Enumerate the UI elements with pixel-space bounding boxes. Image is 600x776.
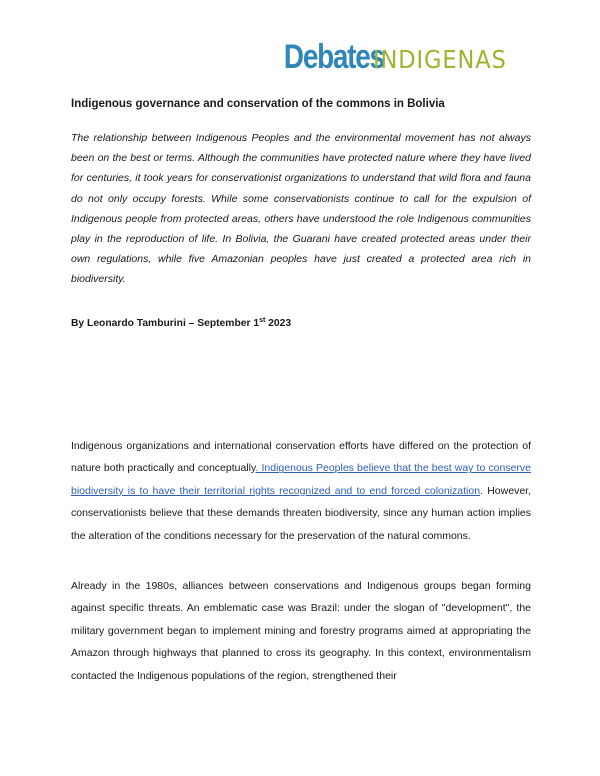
logo-debates-text: Debates <box>283 38 384 76</box>
byline-author-date: By Leonardo Tamburini – September 1 <box>71 318 260 329</box>
article-title: Indigenous governance and conservation of the commons in Bolivia <box>71 98 445 110</box>
para1-link[interactable]: . Indigenous Peoples believe that the best way to conserve biodiversity is to have their territorial rights recognized and to end forced colonization <box>71 462 532 497</box>
article-abstract: The relationship between Indigenous Peoples and the environmental movement has not always been on the best or terms. Although the communities have protected nature where they have lived for centuries, it took years for conservationist organizations to understand that wild flora and fauna do not only occupy forests. While some conservationists continue to call for the expulsion of Indigenous people from protected areas, others have understood the role Indigenous communities play in the reproduction of life. In Bolivia, the Guarani have created protected areas under their own regulations, while five Amazonian peoples have just created a protected area rich in biodiversity. <box>71 132 531 286</box>
logo-indigenas-text: INDIGENAS <box>373 45 508 74</box>
debates-indigenas-logo <box>262 38 522 77</box>
article-byline <box>71 316 531 332</box>
body-paragraph-2: Already in the 1980s, alliances between conservations and Indigenous groups began forming against specific threats. An emblematic case was Brazil: under the slogan of "development", the military government began to implement mining and forestry programs aimed at appropriating the Amazon through highways that planned to cross its geography. In this context, environmentalism contacted the Indigenous populations of the region, strengthened their <box>71 580 531 682</box>
body-paragraph-1 <box>71 435 531 547</box>
byline-year: 2023 <box>265 318 292 329</box>
para1-text-start: Indigenous organizations and international conservation efforts have differed on the protection of nature both practically and conceptually <box>71 440 531 475</box>
para1-text-end: . However, conservationists believe that these demands threaten biodiversity, since any human action implies the alteration of the conditions necessary for the preservation of the natural commons. <box>71 484 531 542</box>
byline-ordinal: st <box>259 317 266 324</box>
